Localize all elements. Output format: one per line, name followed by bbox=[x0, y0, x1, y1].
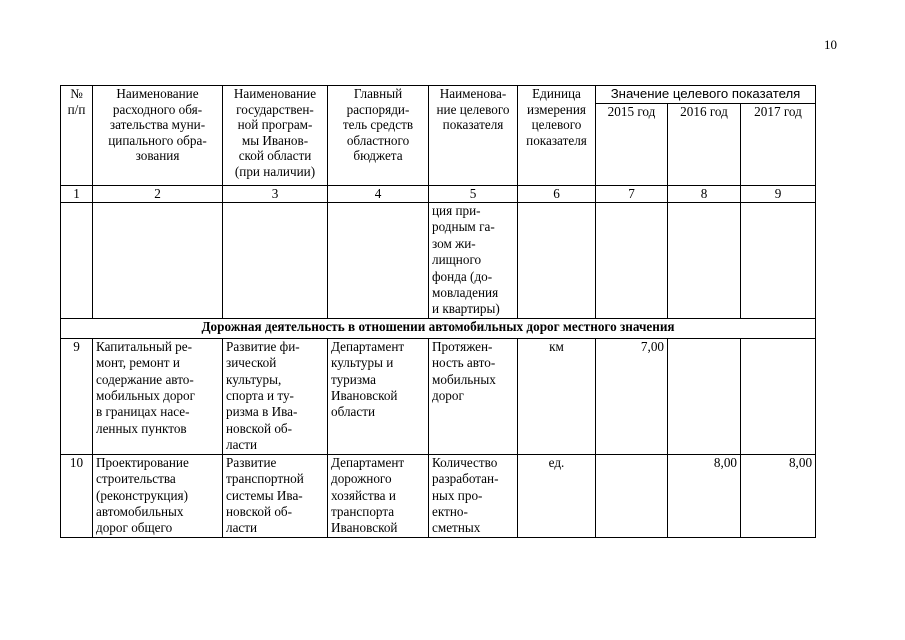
column-number: 8 bbox=[668, 186, 741, 203]
section-row bbox=[61, 318, 816, 338]
section-title: Дорожная деятельность в отношении автомобильных дорог местного значения bbox=[61, 318, 816, 338]
continuation-cell bbox=[741, 203, 816, 319]
row-unit: ед. bbox=[518, 454, 596, 537]
header-manager: Главный распоряди- тель средств областного бюджета bbox=[328, 86, 429, 186]
header-row bbox=[61, 86, 816, 104]
row-unit: км bbox=[518, 338, 596, 454]
column-number: 6 bbox=[518, 186, 596, 203]
row-value-2015 bbox=[596, 454, 668, 537]
header-program: Наименование государствен- ной програм- мы Иванов- ской области (при наличии) bbox=[223, 86, 328, 186]
continuation-cell bbox=[668, 203, 741, 319]
continuation-row bbox=[61, 203, 816, 319]
continuation-cell bbox=[93, 203, 223, 319]
header-obligation: Наименование расходного обя- зательства муни- ципального обра- зования bbox=[93, 86, 223, 186]
header-value-group: Значение целевого показателя bbox=[596, 86, 816, 104]
header-num: № п/п bbox=[61, 86, 93, 186]
header-unit: Единица измерения целевого показателя bbox=[518, 86, 596, 186]
row-manager: Департамент дорожного хозяйства и транспорта Ивановской bbox=[328, 454, 429, 537]
table-row bbox=[61, 338, 816, 454]
header-2015: 2015 год bbox=[596, 104, 668, 186]
column-number: 1 bbox=[61, 186, 93, 203]
target-indicators-table bbox=[60, 85, 816, 538]
row-manager: Департамент культуры и туризма Ивановской области bbox=[328, 338, 429, 454]
continuation-cell bbox=[328, 203, 429, 319]
header-2016: 2016 год bbox=[668, 104, 741, 186]
row-value-2017: 8,00 bbox=[741, 454, 816, 537]
row-obligation: Проектирование строительства (реконструкция) автомобильных дорог общего bbox=[93, 454, 223, 537]
row-value-2017 bbox=[741, 338, 816, 454]
row-number: 9 bbox=[61, 338, 93, 454]
page-number: 10 bbox=[824, 37, 837, 52]
column-numbers-row bbox=[61, 186, 816, 203]
column-number: 4 bbox=[328, 186, 429, 203]
row-value-2016: 8,00 bbox=[668, 454, 741, 537]
row-number: 10 bbox=[61, 454, 93, 537]
continuation-cell bbox=[596, 203, 668, 319]
continuation-cell bbox=[223, 203, 328, 319]
continuation-cell bbox=[518, 203, 596, 319]
row-indicator: Протяжен- ность авто- мобильных дорог bbox=[429, 338, 518, 454]
column-number: 9 bbox=[741, 186, 816, 203]
row-indicator: Количество разработан- ных про- ектно- сметных bbox=[429, 454, 518, 537]
continuation-indicator: ция при- родным га- зом жи- лищного фонда (до- мовладения и квартиры) bbox=[429, 203, 518, 319]
column-number: 5 bbox=[429, 186, 518, 203]
header-indicator: Наименова- ние целевого показателя bbox=[429, 86, 518, 186]
column-number: 7 bbox=[596, 186, 668, 203]
row-program: Развитие транспортной системы Ива- новской об- ласти bbox=[223, 454, 328, 537]
row-program: Развитие фи- зической культуры, спорта и ту- ризма в Ива- новской об- ласти bbox=[223, 338, 328, 454]
column-number: 2 bbox=[93, 186, 223, 203]
row-value-2016 bbox=[668, 338, 741, 454]
header-2017: 2017 год bbox=[741, 104, 816, 186]
column-number: 3 bbox=[223, 186, 328, 203]
table-row bbox=[61, 454, 816, 537]
row-value-2015: 7,00 bbox=[596, 338, 668, 454]
continuation-cell bbox=[61, 203, 93, 319]
row-obligation: Капитальный ре- монт, ремонт и содержание авто- мобильных дорог в границах насе- ленных пунктов bbox=[93, 338, 223, 454]
